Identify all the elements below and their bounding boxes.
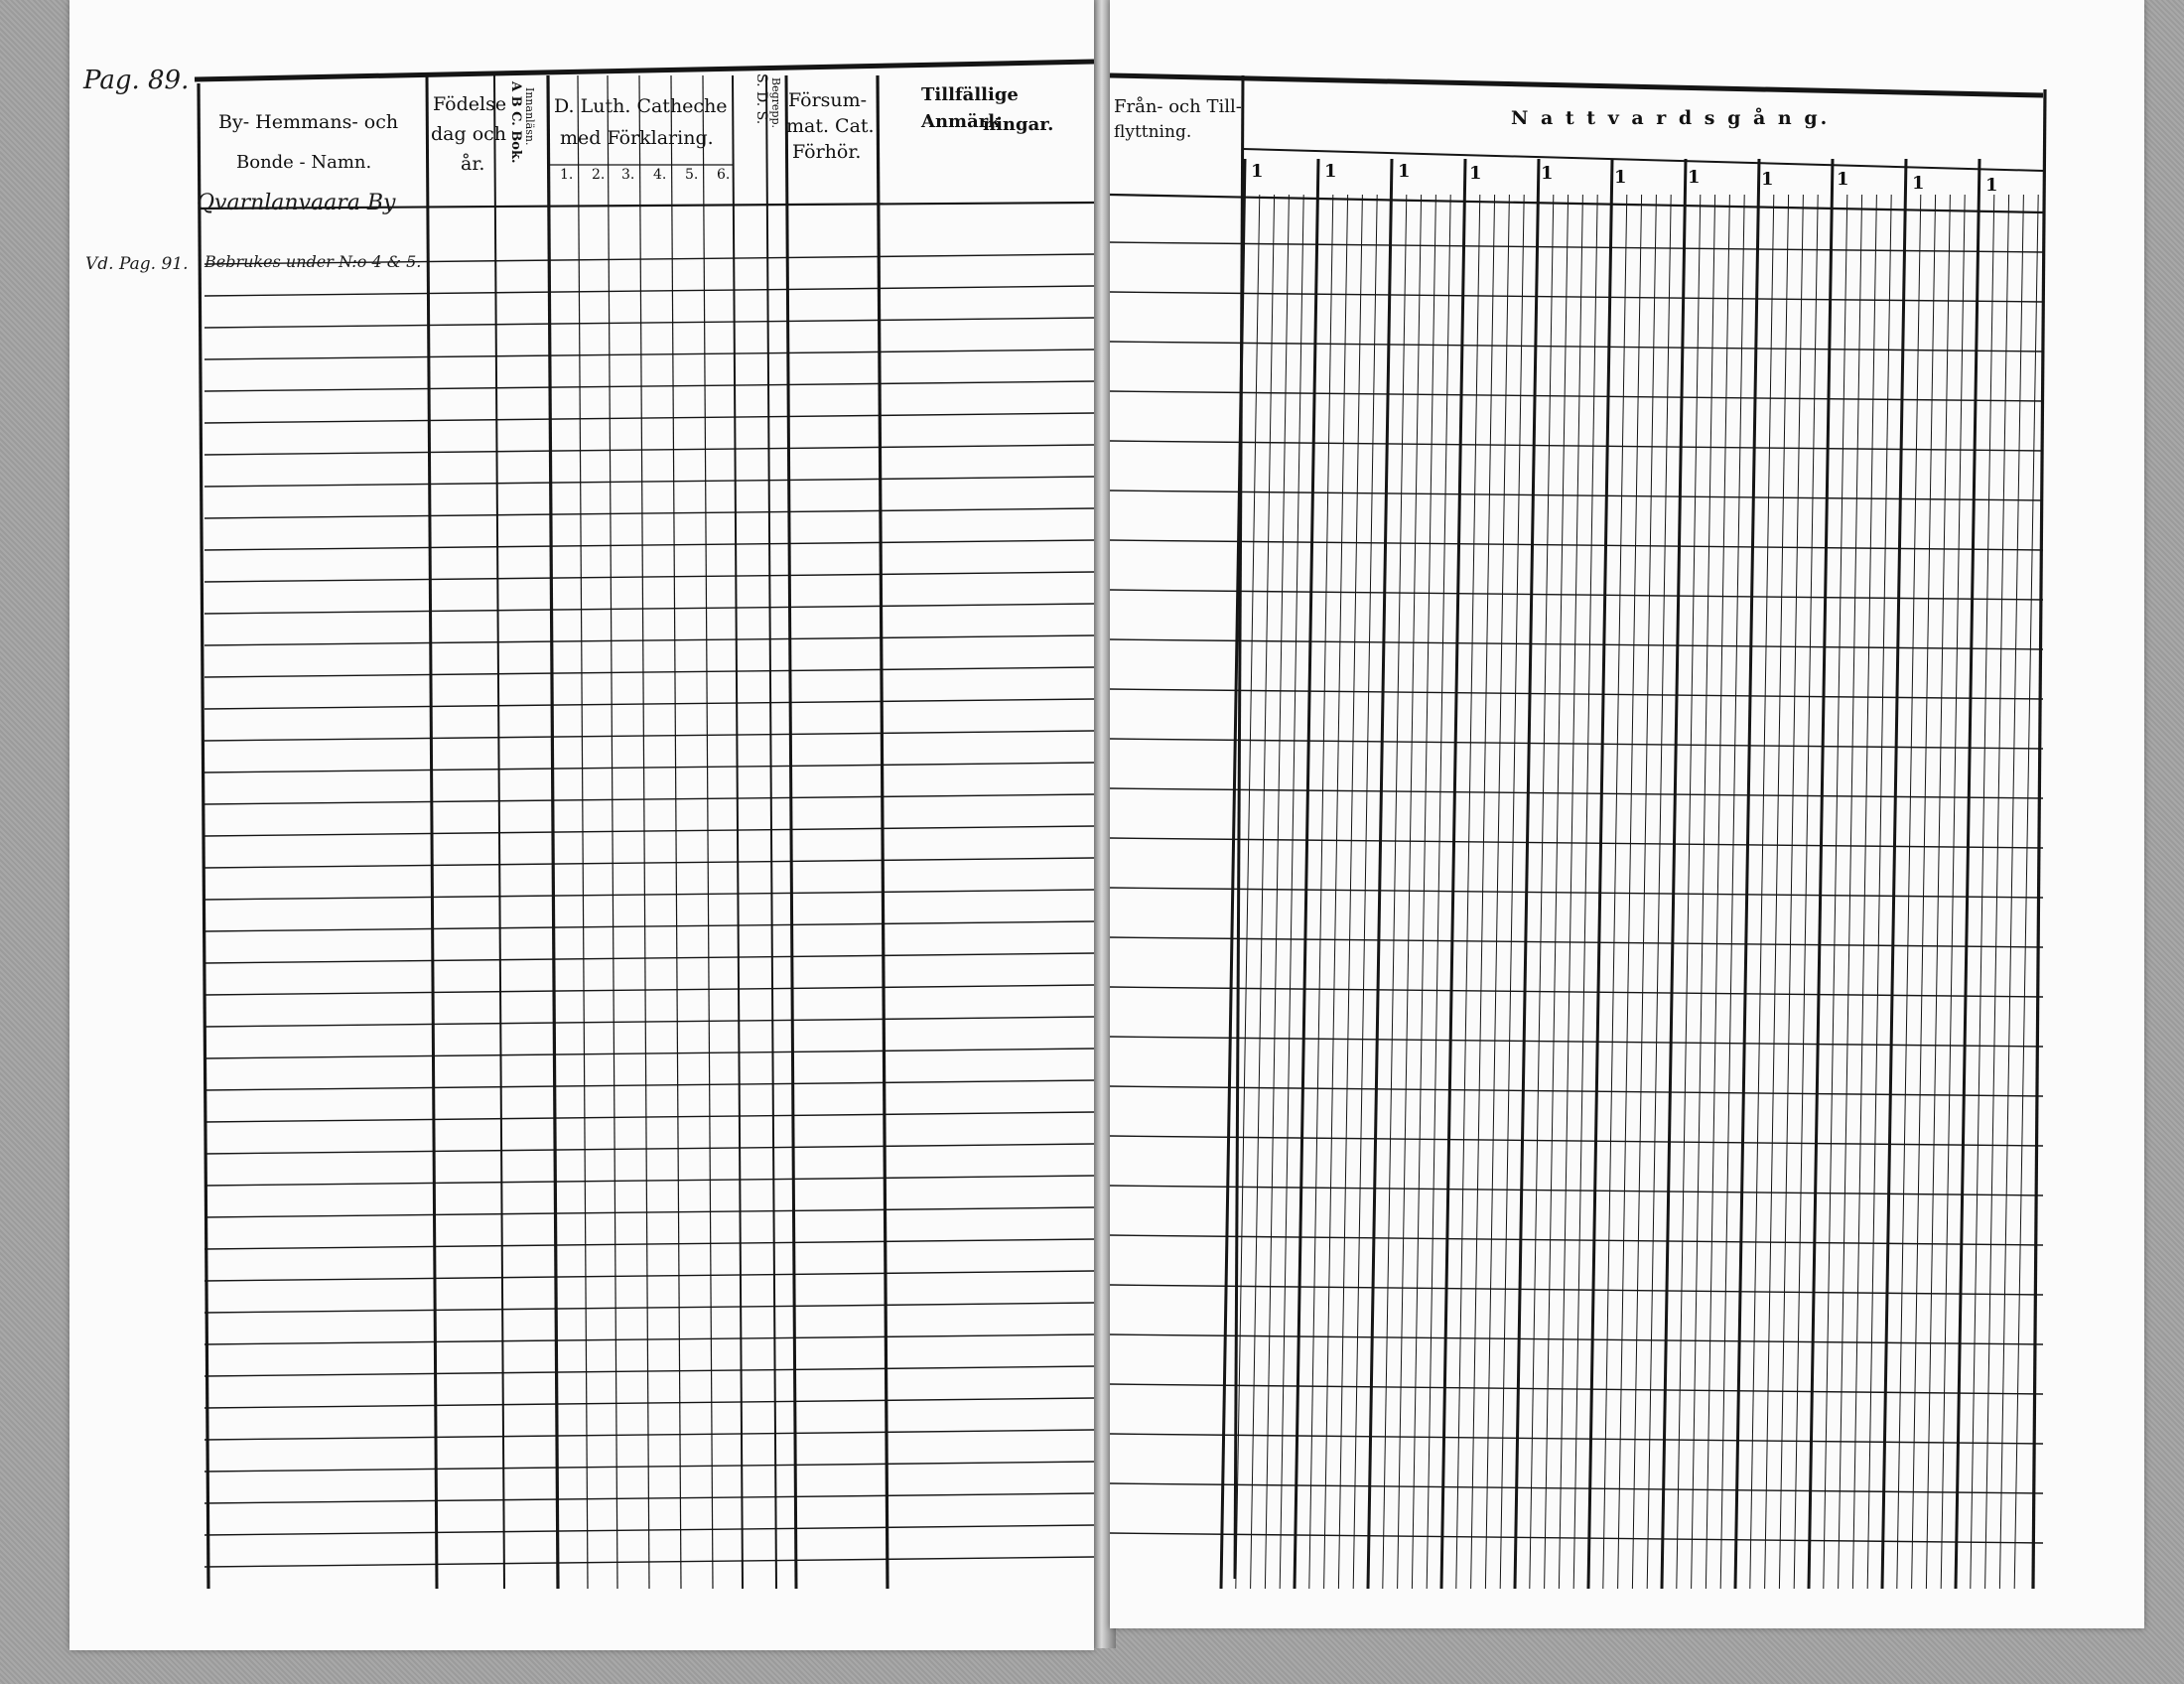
left-row-rule [205, 826, 1094, 836]
left-row-rule [205, 1144, 1094, 1154]
left-column-rule [786, 75, 796, 1589]
left-column-rule [671, 75, 681, 1589]
nattvard-mark-6: 1 [1614, 167, 1627, 188]
left-top-rule [195, 62, 1094, 79]
right-column-rule [1735, 159, 1759, 1589]
left-row-rule [205, 890, 1094, 900]
right-column-rule [2033, 89, 2045, 1589]
right-column-rule [1221, 159, 1245, 1589]
left-column-rule [639, 75, 649, 1589]
nattvard-mark-3: 1 [1398, 161, 1411, 182]
right-row-rule [1110, 1086, 2043, 1096]
catechism-part-1: 1. [560, 167, 574, 183]
right-subcolumn-rule [1618, 195, 1642, 1589]
left-row-rule [205, 286, 1094, 296]
right-subcolumn-rule [1251, 195, 1275, 1589]
left-row-rule [205, 1303, 1094, 1313]
header-sds: S. D. S. [753, 73, 769, 125]
catechism-part-5: 5. [685, 167, 699, 183]
right-subcolumn-rule [1999, 195, 2023, 1589]
right-header-bottom-rule [1110, 195, 2043, 212]
left-page [69, 0, 1094, 1650]
left-column-rule [733, 75, 743, 1589]
right-column-rule [1295, 159, 1318, 1589]
right-subcolumn-rule [1779, 195, 1803, 1589]
right-row-rule [1110, 788, 2043, 798]
right-subcolumn-rule [1353, 195, 1377, 1589]
left-row-rule [205, 350, 1094, 359]
right-row-rule [1110, 838, 2043, 848]
left-row-rule [205, 1207, 1094, 1217]
left-row-rule [205, 731, 1094, 741]
left-row-rule [205, 413, 1094, 423]
right-row-rule [1110, 1483, 2043, 1493]
right-row-rule [1110, 888, 2043, 898]
left-row-rule [205, 794, 1094, 804]
header-med-forklaring: med Förklaring. [560, 127, 714, 149]
right-column-rule [1368, 159, 1392, 1589]
header-fodelse: Födelse [433, 93, 507, 115]
left-row-rule [205, 1366, 1094, 1376]
nattvard-mark-11: 1 [1985, 175, 1998, 196]
header-ar: år. [461, 153, 485, 175]
left-row-rule [205, 1080, 1094, 1090]
nattvard-mark-1: 1 [1251, 161, 1264, 182]
right-subcolumn-rule [1324, 195, 1348, 1589]
header-flyttning: flyttning. [1114, 122, 1192, 142]
nattvard-mark-5: 1 [1541, 163, 1554, 184]
right-row-rule [1110, 1384, 2043, 1394]
left-row-rule [205, 1334, 1094, 1344]
right-subcolumn-rule [1559, 195, 1582, 1589]
nattvard-mark-10: 1 [1912, 173, 1925, 194]
right-page-ruled-grid [1110, 0, 2144, 1628]
left-row-rule [205, 477, 1094, 487]
handwritten-village-name: Qvarnlanvaara By [197, 191, 396, 215]
right-row-rule [1110, 441, 2043, 451]
right-subcolumn-rule [1985, 195, 2009, 1589]
right-subcolumn-rule [1692, 195, 1715, 1589]
left-row-rule [205, 540, 1094, 550]
catechism-part-2: 2. [592, 167, 606, 183]
right-subcolumn-rule [1912, 195, 1936, 1589]
left-row-rule [205, 985, 1094, 995]
right-subcolumn-rule [1720, 195, 1744, 1589]
right-row-rule [1110, 1136, 2043, 1146]
left-column-rule [878, 75, 887, 1589]
left-row-rule [205, 1112, 1094, 1122]
right-column-rule [1956, 159, 1979, 1589]
right-row-rule [1110, 1186, 2043, 1195]
nattvard-title: N a t t v a r d s g å n g. [1511, 107, 1831, 129]
right-column-rule [1588, 159, 1612, 1589]
header-forsum: Försum- [788, 89, 868, 111]
header-tillfallige: Tillfällige Anmärk [921, 84, 1019, 132]
left-row-rule [205, 921, 1094, 931]
header-dag-och: dag och [431, 123, 507, 145]
right-row-rule [1110, 1285, 2043, 1295]
left-row-rule [205, 1430, 1094, 1440]
left-row-rule [205, 635, 1094, 645]
catechism-part-3: 3. [621, 167, 635, 183]
right-column-rule [1662, 159, 1686, 1589]
left-row-rule [205, 381, 1094, 391]
right-subcolumn-rule [1632, 195, 1656, 1589]
left-column-rule [766, 75, 776, 1589]
right-subcolumn-rule [1647, 195, 1671, 1589]
right-column-rule [1809, 159, 1833, 1589]
header-forhor: Förhör. [792, 141, 862, 163]
nattvard-mark-4: 1 [1469, 163, 1482, 184]
right-row-rule [1110, 987, 2043, 997]
right-row-rule [1110, 1037, 2043, 1047]
right-column-rule [1515, 159, 1539, 1589]
catechism-part-4: 4. [653, 167, 667, 183]
left-row-rule [205, 1239, 1094, 1249]
right-row-rule [1110, 1334, 2043, 1344]
left-row-rule [205, 572, 1094, 582]
right-subcolumn-rule [1852, 195, 1876, 1589]
right-page [1110, 0, 2144, 1628]
right-column-rule [1441, 159, 1465, 1589]
left-column-rule [703, 75, 713, 1589]
right-row-rule [1110, 242, 2043, 252]
left-row-rule [205, 1271, 1094, 1281]
left-row-rule [205, 667, 1094, 677]
left-column-rule [427, 75, 437, 1589]
right-subcolumn-rule [1280, 195, 1303, 1589]
right-row-rule [1110, 689, 2043, 699]
left-row-rule [205, 1049, 1094, 1058]
right-subcolumn-rule [1573, 195, 1597, 1589]
left-row-rule [205, 604, 1094, 614]
left-page-ruled-grid [69, 0, 1094, 1650]
left-row-rule [205, 858, 1094, 868]
header-d-luth: D. Luth. Catheche [554, 95, 728, 117]
header-ningar: ningar. [983, 114, 1054, 135]
left-row-rule [205, 1017, 1094, 1027]
left-row-rule [205, 699, 1094, 709]
right-nattvard-subheader-rule [1243, 149, 2043, 171]
right-subcolumn-rule [1398, 195, 1422, 1589]
header-by-hemmans: By- Hemmans- och [218, 111, 399, 133]
header-abc-bok: A B C. Bok. [508, 81, 523, 164]
right-column-rule [1882, 159, 1906, 1589]
handwritten-entry: Bebrukes under N:o 4 & 5. [205, 252, 422, 271]
margin-page-note: Pag. 89. [83, 66, 190, 95]
left-row-rule [205, 763, 1094, 772]
right-subcolumn-rule [1926, 195, 1950, 1589]
header-begrepp: Begrepp. [769, 77, 782, 128]
nattvard-mark-2: 1 [1324, 161, 1337, 182]
right-subcolumn-rule [1941, 195, 1965, 1589]
left-row-rule [205, 1462, 1094, 1472]
header-flyttning-top: Från- och Till- [1114, 96, 1242, 117]
margin-row-note: Vd. Pag. 91. [85, 254, 189, 274]
right-row-rule [1110, 1533, 2043, 1543]
right-subcolumn-rule [1338, 195, 1362, 1589]
right-subcolumn-rule [1867, 195, 1891, 1589]
right-top-rule [1110, 75, 2043, 95]
right-subcolumn-rule [1706, 195, 1729, 1589]
header-bonde-namn: Bonde - Namn. [236, 152, 372, 173]
left-row-rule [205, 1398, 1094, 1408]
left-row-rule [205, 1176, 1094, 1186]
nattvard-mark-8: 1 [1761, 169, 1774, 190]
left-row-rule [205, 318, 1094, 328]
nattvard-mark-9: 1 [1837, 169, 1849, 190]
left-row-rule [205, 508, 1094, 518]
right-subcolumn-rule [1839, 195, 1862, 1589]
right-row-rule [1110, 491, 2043, 500]
header-mat-cat: mat. Cat. [786, 115, 875, 137]
left-row-rule [205, 445, 1094, 455]
left-row-rule [205, 953, 1094, 963]
catechism-part-6: 6. [717, 167, 731, 183]
right-subcolumn-rule [1794, 195, 1818, 1589]
right-subcolumn-rule [1765, 195, 1789, 1589]
right-subcolumn-rule [1265, 195, 1289, 1589]
header-innanlasn: Innanläsn. [523, 87, 536, 146]
right-row-rule [1110, 937, 2043, 947]
nattvard-mark-7: 1 [1688, 167, 1701, 188]
right-row-rule [1110, 639, 2043, 649]
